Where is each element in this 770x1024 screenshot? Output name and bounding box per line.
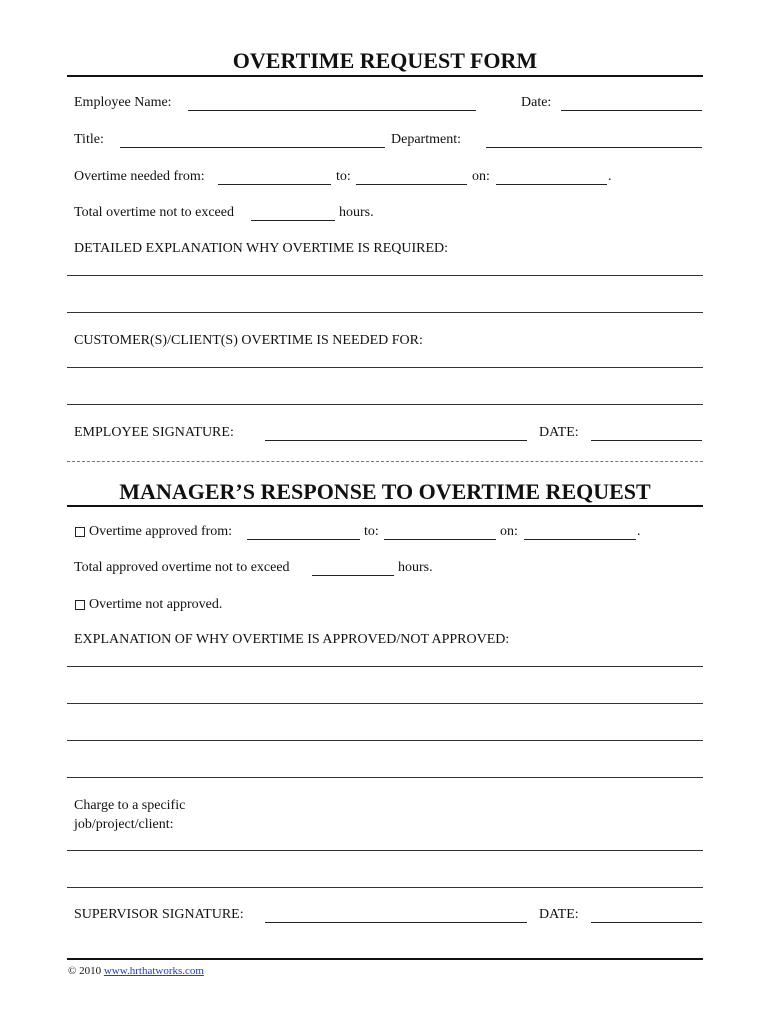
department-label: Department: — [391, 132, 461, 147]
not-approved-label: Overtime not approved. — [89, 597, 223, 612]
employee-signature-field[interactable] — [265, 440, 527, 441]
manager-explanation-line-3[interactable] — [67, 740, 703, 741]
explanation-line-1[interactable] — [67, 275, 703, 276]
approved-checkbox[interactable] — [75, 527, 85, 537]
department-field[interactable] — [486, 147, 702, 148]
approved-from-label: Overtime approved from: — [89, 524, 233, 539]
supervisor-signature-field[interactable] — [265, 922, 527, 923]
section-divider — [67, 461, 703, 462]
overtime-from-field[interactable] — [218, 184, 331, 185]
manager-explanation-line-4[interactable] — [67, 777, 703, 778]
manager-explanation-line-1[interactable] — [67, 666, 703, 667]
explanation-heading: DETAILED EXPLANATION WHY OVERTIME IS REQUIRED: — [74, 241, 449, 256]
approved-on-field[interactable] — [524, 539, 636, 540]
title-field[interactable] — [120, 147, 385, 148]
supervisor-signature-date-field[interactable] — [591, 922, 702, 923]
overtime-from-label: Overtime needed from: — [74, 169, 205, 184]
employee-signature-label: EMPLOYEE SIGNATURE: — [74, 425, 234, 440]
footer-copyright: © 2010 — [68, 965, 102, 977]
footer-link[interactable]: www.hrthatworks.com — [103, 965, 204, 977]
total-approved-label: Total approved overtime not to exceed — [74, 560, 290, 575]
approved-to-field[interactable] — [384, 539, 496, 540]
approved-on-label: on: — [500, 524, 518, 539]
employee-name-label: Employee Name: — [74, 95, 172, 110]
overtime-to-field[interactable] — [356, 184, 467, 185]
overtime-period: . — [608, 169, 612, 184]
approved-to-label: to: — [364, 524, 379, 539]
employee-signature-date-label: DATE: — [539, 425, 579, 440]
customers-line-1[interactable] — [67, 367, 703, 368]
charge-line-2[interactable] — [67, 887, 703, 888]
overtime-to-label: to: — [336, 169, 351, 184]
overtime-on-label: on: — [472, 169, 490, 184]
total-hours-field[interactable] — [251, 220, 335, 221]
explanation-line-2[interactable] — [67, 312, 703, 313]
title-label: Title: — [74, 132, 104, 147]
total-not-exceed-label: Total overtime not to exceed — [74, 205, 234, 220]
charge-label-line-2: job/project/client: — [74, 817, 174, 832]
customers-heading: CUSTOMER(S)/CLIENT(S) OVERTIME IS NEEDED FOR: — [74, 333, 423, 348]
title-rule — [67, 75, 703, 77]
date-label: Date: — [521, 95, 552, 110]
supervisor-signature-label: SUPERVISOR SIGNATURE: — [74, 907, 244, 922]
overtime-on-field[interactable] — [496, 184, 607, 185]
form-title: OVERTIME REQUEST FORM — [232, 48, 538, 73]
hours-label: hours. — [339, 205, 374, 220]
footer — [68, 965, 204, 978]
employee-signature-date-field[interactable] — [591, 440, 702, 441]
manager-explanation-heading: EXPLANATION OF WHY OVERTIME IS APPROVED/NOT APPROVED: — [74, 632, 510, 647]
customers-line-2[interactable] — [67, 404, 703, 405]
charge-label-line-1: Charge to a specific — [74, 798, 186, 813]
approved-hours-field[interactable] — [312, 575, 394, 576]
approved-hours-label: hours. — [398, 560, 433, 575]
footer-rule — [67, 958, 703, 960]
approved-period: . — [637, 524, 641, 539]
manager-title-rule — [67, 505, 703, 507]
employee-name-field[interactable] — [188, 110, 476, 111]
approved-from-field[interactable] — [247, 539, 360, 540]
supervisor-signature-date-label: DATE: — [539, 907, 579, 922]
not-approved-checkbox[interactable] — [75, 600, 85, 610]
manager-title: MANAGER’S RESPONSE TO OVERTIME REQUEST — [119, 479, 651, 504]
charge-line-1[interactable] — [67, 850, 703, 851]
manager-explanation-line-2[interactable] — [67, 703, 703, 704]
date-field[interactable] — [561, 110, 702, 111]
